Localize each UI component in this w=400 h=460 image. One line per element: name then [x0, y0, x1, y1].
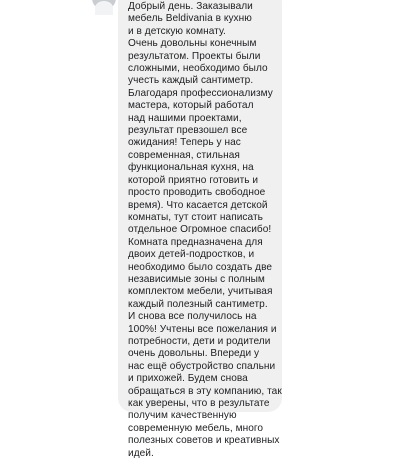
- message-line: и прихожей. Будем снова: [128, 373, 248, 385]
- message-line: функциональная кухня, на: [128, 162, 254, 174]
- message-line: современная, стильная: [128, 149, 240, 161]
- message-line: Очень довольны конечным: [128, 38, 257, 50]
- message-line: идей.: [128, 447, 154, 459]
- avatar-body: [95, 1, 113, 15]
- message-line: каждый полезный сантиметр.: [128, 298, 268, 310]
- message-line: Добрый день. Заказывали: [128, 1, 253, 12]
- message-line: потребности, дети и родители: [128, 335, 271, 347]
- message-line: нас ещё обустройство спальни: [128, 360, 276, 372]
- message-text: [128, 1, 282, 460]
- message-line: и в детскую комнату.: [128, 25, 226, 37]
- message-line: независимые зоны с полным: [128, 273, 265, 285]
- message-line: ожидания! Теперь у нас: [128, 137, 241, 149]
- sender-avatar[interactable]: [92, 0, 116, 10]
- message-line: учесть каждый сантиметр.: [128, 75, 254, 87]
- message-line: очень довольны. Впереди у: [128, 348, 260, 360]
- message-line: необходимо было создать две: [128, 261, 273, 273]
- message-line: мебель Beldivania в кухню: [128, 13, 252, 25]
- message-line: 100%! Учтены все пожелания и: [128, 323, 277, 335]
- message-line: современную мебель, много: [128, 422, 264, 434]
- message-line: над нашими проектами,: [128, 112, 242, 124]
- message-line: время). Что касается детской: [128, 199, 268, 211]
- message-line: комплектом мебели, учитывая: [128, 286, 273, 298]
- message-line: результатом. Проекты были: [128, 50, 261, 62]
- message-line: которой приятно готовить и: [128, 174, 259, 186]
- message-line: двоих детей-подростков, и: [128, 249, 255, 261]
- message-line: результат превзошел все: [128, 125, 248, 137]
- message-line: полезных советов и креативных: [128, 435, 280, 447]
- message-line: Комната предназначена для: [128, 236, 263, 248]
- message-line: Благодаря профессионализму: [128, 87, 273, 99]
- message-line: отдельное Огромное спасибо!: [128, 224, 272, 236]
- message-line: получим качественную: [128, 410, 237, 422]
- message-line: как уверены, что в результате: [128, 398, 270, 409]
- message-line: И снова все получилось на: [128, 311, 257, 323]
- message-line: мастера, который работал: [128, 100, 254, 112]
- message-line: просто проводить свободное: [128, 187, 266, 199]
- message-line: комнаты, тут стоит написать: [128, 211, 263, 223]
- message-line: сложными, необходимо было: [128, 63, 268, 75]
- message-line: обращаться в эту компанию, так: [128, 385, 282, 397]
